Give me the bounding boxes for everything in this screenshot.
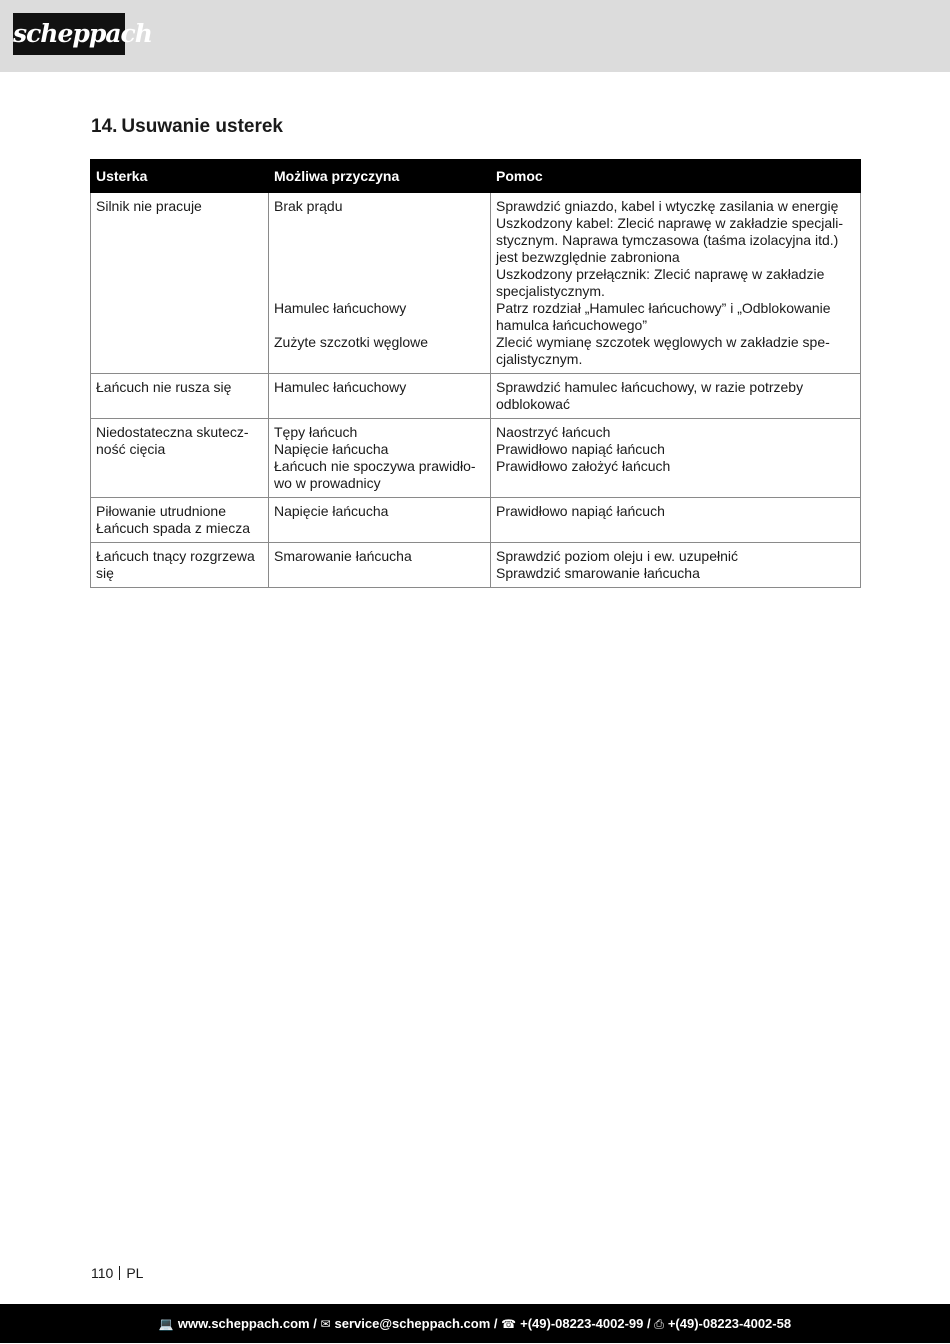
cause-cell [269, 498, 491, 543]
cause-line: Tępy łańcuch [274, 424, 358, 440]
table-row [91, 543, 861, 588]
troubleshooting-table [90, 159, 861, 588]
email-link[interactable]: service@scheppach.com [334, 1316, 491, 1331]
remedy-line: Uszkodzony przełącznik: Zlecić naprawę w zakładzie [496, 266, 825, 282]
remedy-line: Prawidłowo założyć łańcuch [496, 458, 671, 474]
fault-cell [91, 193, 269, 374]
fault-line: Łańcuch tnący rozgrzewa [96, 548, 255, 564]
remedy-line: Sprawdzić smarowanie łańcucha [496, 565, 700, 581]
cause-line: Brak prądu [274, 198, 343, 214]
remedy-cell [491, 543, 861, 588]
remedy-line: Patrz rozdział „Hamulec łańcuchowy” i „Odblokowanie [496, 300, 831, 316]
fault-line: Łańcuch nie rusza się [96, 379, 232, 395]
fax-icon: ⎙ [654, 1317, 664, 1331]
section-heading [91, 116, 283, 138]
remedy-line: stycznym. Naprawa tymczasowa (taśma izolacyjna itd.) [496, 232, 839, 248]
remedy-line: Sprawdzić poziom oleju i ew. uzupełnić [496, 548, 739, 564]
cause-cell [269, 193, 491, 374]
language-code: PL [126, 1265, 144, 1281]
remedy-line: odblokować [496, 396, 570, 412]
table-header-row [91, 160, 861, 193]
remedy-line: Prawidłowo napiąć łańcuch [496, 503, 665, 519]
page-number-label [91, 1265, 143, 1281]
cause-cell [269, 374, 491, 419]
cause-cell [269, 543, 491, 588]
remedy-line: Uszkodzony kabel: Zlecić naprawę w zakładzie specjali- [496, 215, 844, 231]
separator: / [493, 1316, 498, 1331]
cause-cell [269, 419, 491, 498]
cause-line: Zużyte szczotki węglowe [274, 334, 429, 350]
page-number: 110 [91, 1265, 114, 1281]
fault-line: ność cięcia [96, 441, 166, 457]
fault-line: Silnik nie pracuje [96, 198, 202, 214]
website-link[interactable]: www.scheppach.com [177, 1316, 310, 1331]
remedy-line: Zlecić wymianę szczotek węglowych w zakładzie spe- [496, 334, 830, 350]
remedy-line: Sprawdzić gniazdo, kabel i wtyczkę zasilania w energię [496, 198, 839, 214]
mail-icon: ✉ [320, 1317, 331, 1331]
fault-line: Łańcuch spada z miecza [96, 520, 251, 536]
remedy-line: Sprawdzić hamulec łańcuchowy, w razie potrzeby [496, 379, 804, 395]
fault-cell [91, 419, 269, 498]
section-number: 14. [91, 116, 118, 137]
remedy-line: cjalistycznym. [496, 351, 583, 367]
fault-cell [91, 374, 269, 419]
cause-line: Napięcie łańcucha [274, 503, 389, 519]
computer-icon: 💻 [158, 1317, 174, 1331]
remedy-line: jest bezwzględnie zabroniona [496, 249, 680, 265]
fault-line: się [96, 565, 114, 581]
cause-line: Hamulec łańcuchowy [274, 300, 407, 316]
table-row [91, 419, 861, 498]
phone-number: +(49)-08223-4002-99 [520, 1316, 644, 1331]
fax-number: +(49)-08223-4002-58 [667, 1316, 792, 1331]
remedy-line: hamulca łańcuchowego” [496, 317, 647, 333]
column-header-cause: Możliwa przyczyna [269, 160, 491, 193]
remedy-cell [491, 419, 861, 498]
cause-spacer [274, 215, 486, 300]
fault-line: Piłowanie utrudnione [96, 503, 226, 519]
cause-line: Napięcie łańcucha [274, 441, 389, 457]
divider [119, 1266, 120, 1280]
cause-line: wo w prowadnicy [274, 475, 381, 491]
remedy-cell [491, 193, 861, 374]
fault-cell [91, 498, 269, 543]
scheppach-logo: scheppach [13, 13, 125, 55]
cause-spacer [274, 317, 486, 334]
phone-icon: ☎ [501, 1317, 517, 1331]
column-header-remedy: Pomoc [491, 160, 861, 193]
contact-bar [0, 1304, 950, 1343]
table-row [91, 374, 861, 419]
cause-line: Hamulec łańcuchowy [274, 379, 407, 395]
column-header-fault: Usterka [91, 160, 269, 193]
remedy-cell [491, 498, 861, 543]
header-bar [0, 0, 950, 72]
remedy-cell [491, 374, 861, 419]
table-row [91, 498, 861, 543]
remedy-line: Prawidłowo napiąć łańcuch [496, 441, 665, 457]
separator: / [646, 1316, 651, 1331]
fault-line: Niedostateczna skutecz- [96, 424, 249, 440]
separator: / [313, 1316, 317, 1331]
remedy-line: Naostrzyć łańcuch [496, 424, 611, 440]
cause-line: Smarowanie łańcucha [274, 548, 412, 564]
remedy-line: specjalistycznym. [496, 283, 605, 299]
cause-line: Łańcuch nie spoczywa prawidło- [274, 458, 476, 474]
table-row [91, 193, 861, 374]
section-title: Usuwanie usterek [121, 116, 283, 137]
fault-cell [91, 543, 269, 588]
